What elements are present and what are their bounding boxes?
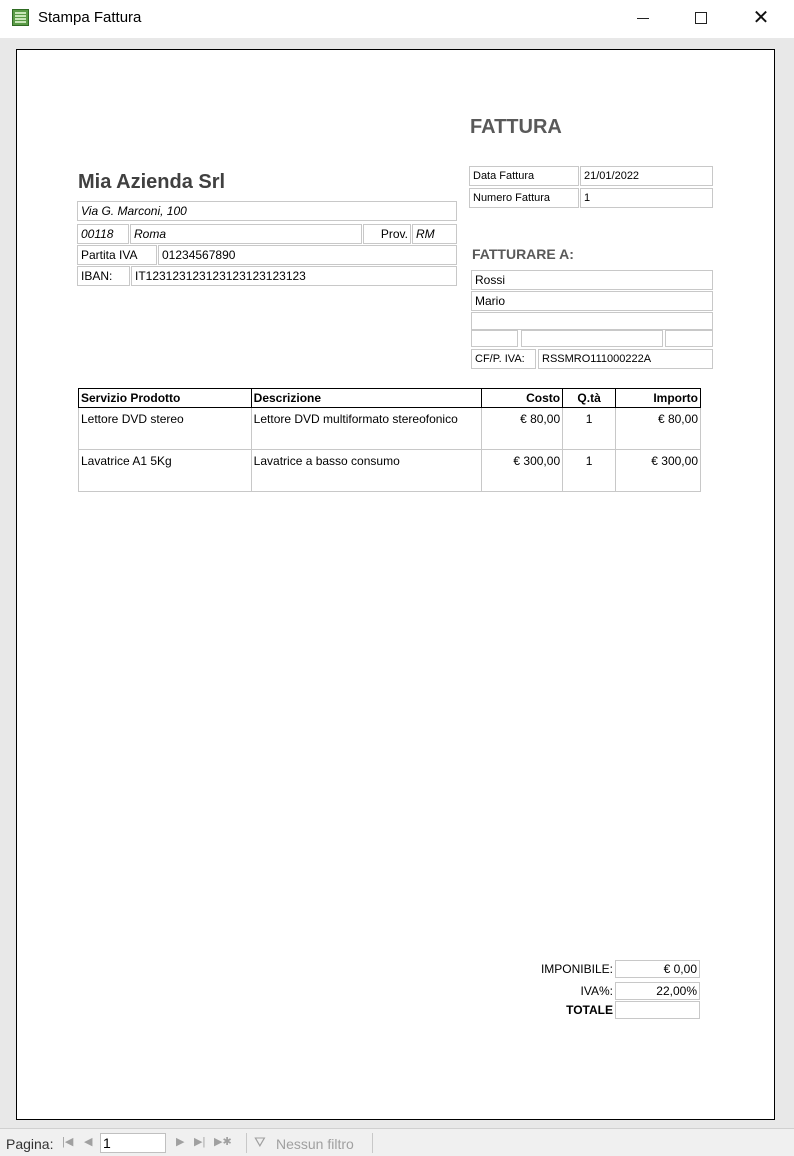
item-cost: € 80,00 — [482, 408, 563, 450]
company-address: Via G. Marconi, 100 — [77, 201, 457, 221]
invoice-date: 21/01/2022 — [580, 166, 713, 186]
maximize-button[interactable] — [672, 0, 730, 36]
first-page-icon[interactable]: |◀ — [62, 1136, 74, 1148]
record-navigation-bar — [0, 1128, 794, 1156]
invoice-date-label: Data Fattura — [469, 166, 579, 186]
taxable-label: IMPONIBILE: — [540, 962, 613, 976]
filter-icon[interactable]: ⛛ — [254, 1134, 266, 1150]
customer-prov — [665, 330, 713, 347]
nav-separator — [372, 1133, 373, 1153]
item-description: Lavatrice a basso consumo — [251, 450, 482, 492]
company-prov: RM — [412, 224, 457, 244]
customer-name: Mario — [471, 291, 713, 311]
invoice-number: 1 — [580, 188, 713, 208]
previous-page-icon[interactable]: ◀ — [84, 1136, 93, 1148]
item-qty: 1 — [563, 450, 616, 492]
company-iban: IT123123123123123123123123 — [131, 266, 457, 286]
total-label: TOTALE — [566, 1003, 613, 1017]
taxable-value: € 0,00 — [615, 960, 700, 978]
window-title: Stampa Fattura — [38, 9, 142, 26]
column-header-description: Descrizione — [251, 389, 482, 408]
close-icon: ✕ — [752, 7, 770, 29]
items-header-row — [79, 389, 701, 408]
vat-rate-value: 22,00% — [615, 982, 700, 1000]
vat-rate-label: IVA%: — [580, 984, 613, 998]
customer-address — [471, 312, 713, 330]
invoice-number-label: Numero Fattura — [469, 188, 579, 208]
company-name: Mia Azienda Srl — [78, 171, 226, 193]
customer-surname: Rossi — [471, 270, 713, 290]
company-cap: 00118 — [77, 224, 129, 244]
new-record-icon[interactable]: ▶✱ — [214, 1136, 232, 1148]
table-row — [79, 408, 701, 450]
company-prov-label: Prov. — [363, 224, 411, 244]
column-header-qty: Q.tà — [563, 389, 616, 408]
minimize-icon — [637, 18, 649, 19]
invoice-title: FATTURA — [470, 116, 562, 138]
total-value — [615, 1001, 700, 1019]
items-table — [78, 388, 701, 492]
column-header-amount: Importo — [616, 389, 701, 408]
item-qty: 1 — [563, 408, 616, 450]
company-iban-label: IBAN: — [77, 266, 130, 286]
page-number-input[interactable] — [100, 1133, 166, 1153]
customer-cf-label: CF/P. IVA: — [471, 349, 536, 369]
next-page-icon[interactable]: ▶ — [176, 1136, 185, 1148]
last-page-icon[interactable]: ▶| — [194, 1136, 206, 1148]
item-cost: € 300,00 — [482, 450, 563, 492]
bill-to-heading: FATTURARE A: — [472, 246, 574, 262]
close-button[interactable] — [732, 0, 790, 36]
page-label: Pagina: — [6, 1136, 54, 1152]
filter-status[interactable]: Nessun filtro — [276, 1136, 354, 1152]
column-header-product: Servizio Prodotto — [79, 389, 252, 408]
item-description: Lettore DVD multiformato stereofonico — [251, 408, 482, 450]
company-city: Roma — [130, 224, 362, 244]
customer-cf: RSSMRO111000222A — [538, 349, 713, 369]
access-report-icon — [12, 9, 29, 26]
nav-separator — [246, 1133, 247, 1153]
customer-city — [521, 330, 663, 347]
company-vat-label: Partita IVA — [77, 245, 157, 265]
column-header-cost: Costo — [482, 389, 563, 408]
minimize-button[interactable] — [614, 0, 672, 36]
company-vat: 01234567890 — [158, 245, 457, 265]
item-product: Lavatrice A1 5Kg — [79, 450, 252, 492]
item-amount: € 300,00 — [616, 450, 701, 492]
table-row — [79, 450, 701, 492]
title-bar — [0, 0, 794, 38]
maximize-icon — [695, 12, 707, 24]
customer-cap — [471, 330, 518, 347]
item-product: Lettore DVD stereo — [79, 408, 252, 450]
invoice-page — [16, 49, 775, 1120]
item-amount: € 80,00 — [616, 408, 701, 450]
